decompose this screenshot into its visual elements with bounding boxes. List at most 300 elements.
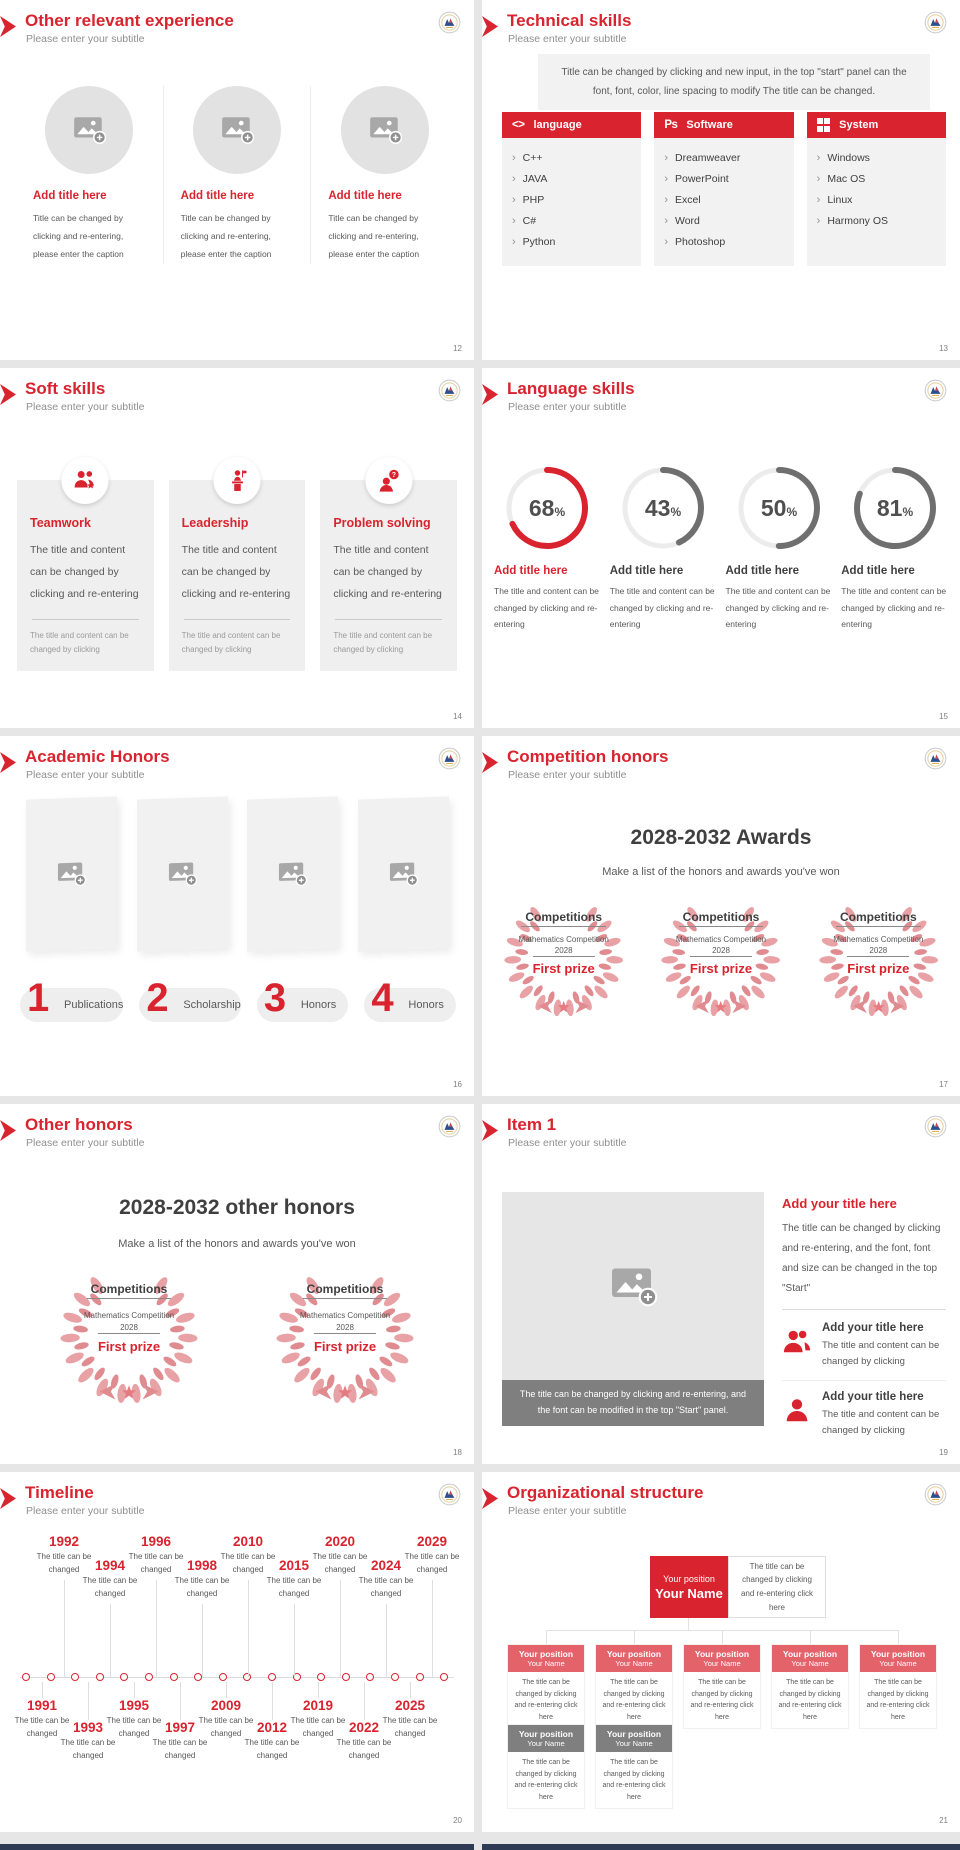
award-wreath	[260, 1276, 430, 1412]
slide-title: Language skills	[507, 379, 635, 398]
card-title: Teamwork	[30, 516, 91, 530]
card-title: Leadership	[181, 516, 249, 530]
org-name: Your Name	[527, 1659, 565, 1668]
timeline-stem	[248, 1580, 249, 1677]
timeline-stem	[432, 1580, 433, 1677]
timeline-stem	[410, 1682, 411, 1698]
slide-title: Organizational structure	[507, 1483, 704, 1502]
slide-17-competition-honors[interactable]	[482, 736, 960, 1096]
list-item	[817, 147, 936, 168]
donut-caption: The title and content can be changed by clicking and re-entering	[609, 586, 715, 630]
image-placeholder[interactable]	[26, 796, 117, 951]
timeline-year: 2015	[278, 1558, 310, 1573]
timeline-stem	[226, 1682, 227, 1698]
card-body: The title and content can be changed by clicking and re-entering	[30, 544, 139, 601]
page-number: 17	[939, 1080, 948, 1089]
org-child-text: The title can be changed by clicking and re-entering click here	[514, 1679, 578, 1721]
wreath-label: Competitions	[819, 910, 938, 924]
slide-subtitle: Please enter your subtitle	[26, 33, 145, 45]
honor-pill	[257, 976, 349, 1022]
divider	[32, 619, 139, 620]
university-logo-icon	[438, 1115, 461, 1138]
slide-15-language-skills[interactable]	[482, 368, 960, 728]
bullet-icon: ›	[512, 193, 516, 206]
title-arrow-icon	[482, 16, 498, 37]
list-item	[512, 168, 631, 189]
item-caption: Title can be changed by clicking and re-entering, please enter the caption	[33, 213, 124, 259]
timeline-stem	[318, 1682, 319, 1698]
note-box: Title can be changed by clicking and new input, in the top "start" panel can the font, font, color, line spacing to modify The title can be changed.	[538, 54, 930, 110]
image-placeholder[interactable]	[502, 1192, 764, 1380]
org-gray-header	[508, 1725, 584, 1752]
timeline-caption: The title can be changed	[60, 1738, 116, 1760]
list-item	[512, 147, 631, 168]
column-header-label: Software	[686, 119, 733, 131]
timeline-year: 2009	[210, 1698, 242, 1713]
wreath-year: 2028	[54, 1323, 204, 1332]
add-image-icon	[72, 114, 106, 146]
timeline-stem	[134, 1682, 135, 1698]
slide-title: Soft skills	[25, 379, 106, 398]
image-placeholder[interactable]	[341, 86, 429, 174]
wreath-event: Mathematics Competition	[833, 935, 924, 944]
org-child-box	[595, 1644, 673, 1729]
card-body: The title and content can be changed by clicking and re-entering	[181, 544, 291, 601]
timeline-stem	[386, 1604, 387, 1677]
timeline-caption: The title can be changed	[220, 1552, 276, 1574]
bullet-icon: ›	[816, 193, 821, 206]
list-item-label: JAVA	[522, 172, 548, 185]
system-column	[807, 112, 946, 266]
timeline-stem	[294, 1604, 295, 1677]
donut-caption: The title and content can be changed by clicking and re-entering	[725, 586, 831, 630]
org-gray-text: The title can be changed by clicking and re-entering click here	[602, 1759, 666, 1801]
panel-item-body: The title and content can be changed by clicking	[822, 1340, 940, 1368]
donut-title: Add title here	[609, 565, 684, 577]
item-title: Add title here	[180, 190, 255, 202]
list-item-label: Dreamweaver	[675, 151, 741, 164]
university-logo-icon	[438, 379, 461, 402]
code-icon: <>	[512, 119, 525, 131]
wreath-prize: First prize	[97, 1339, 161, 1354]
list-item	[664, 231, 783, 252]
item-title: Add title here	[33, 190, 107, 202]
org-position: Your position	[870, 1649, 926, 1659]
column-list	[807, 138, 946, 266]
award-wreaths	[8, 1276, 466, 1412]
timeline-year: 2012	[256, 1720, 288, 1735]
leadership-icon	[214, 457, 261, 504]
org-connector	[546, 1630, 547, 1644]
experience-item	[310, 86, 458, 264]
svg-text:43%: 43%	[644, 495, 682, 521]
org-connector	[634, 1630, 635, 1644]
divider	[782, 1309, 946, 1310]
timeline-year: 1994	[94, 1558, 126, 1573]
org-child-text: The title can be changed by clicking and re-entering click here	[602, 1679, 666, 1721]
photo-frames	[26, 798, 448, 950]
title-arrow-icon	[0, 1120, 16, 1141]
svg-text:68%: 68%	[529, 495, 566, 521]
timeline-year: 1996	[140, 1534, 172, 1549]
slide-subtitle: Please enter your subtitle	[508, 33, 627, 45]
list-item	[512, 189, 631, 210]
slide-subtitle: Please enter your subtitle	[26, 1505, 145, 1517]
wreath-event: Mathematics Competition	[299, 1311, 391, 1320]
page-number: 12	[453, 344, 462, 353]
org-gray-box	[595, 1724, 673, 1809]
title-arrow-icon	[482, 1120, 498, 1141]
timeline-event	[372, 1698, 448, 1741]
leadership-card	[169, 480, 306, 671]
svg-text:81%: 81%	[876, 495, 913, 521]
image-placeholder[interactable]	[193, 86, 281, 174]
org-name: Your Name	[655, 1585, 723, 1601]
card-footer: The title and content can be changed by clicking	[181, 631, 281, 655]
image-placeholder[interactable]	[45, 86, 133, 174]
list-item-label: Excel	[675, 193, 701, 206]
timeline-dot	[145, 1673, 153, 1681]
pill-label: Publications	[64, 999, 124, 1011]
donut-title: Add title here	[494, 565, 568, 577]
timeline-caption: The title can be changed	[312, 1552, 368, 1574]
timeline-dot	[416, 1673, 424, 1681]
list-item-label: PHP	[522, 193, 545, 206]
pill-number: 3	[263, 976, 287, 1020]
title-arrow-icon	[0, 384, 16, 405]
org-name: Your Name	[615, 1739, 653, 1748]
list-item-label: C#	[522, 214, 537, 227]
column-header-label: System	[839, 119, 879, 131]
wreath-prize: First prize	[313, 1339, 377, 1354]
honor-pill	[139, 976, 241, 1022]
list-item	[512, 210, 631, 231]
slide-21-organizational-structure[interactable]	[482, 1472, 960, 1832]
list-item-label: Photoshop	[675, 235, 726, 248]
bullet-icon: ›	[664, 193, 668, 206]
donut-chart	[851, 464, 939, 552]
pill-label: Honors	[300, 999, 337, 1011]
panel-body: The title can be changed by clicking and re-entering, and the font, font and size can be changed in the top "Start"	[782, 1223, 941, 1294]
wreath-prize: First prize	[689, 961, 753, 976]
slide-title: Timeline	[25, 1483, 94, 1502]
timeline-stem	[64, 1580, 65, 1677]
university-logo-icon	[924, 1483, 947, 1506]
donut-caption: The title and content can be changed by clicking and re-entering	[841, 586, 947, 630]
org-children-row	[507, 1644, 937, 1729]
timeline-caption: The title can be changed	[404, 1552, 460, 1574]
award-wreath	[647, 904, 794, 1026]
timeline-stem	[156, 1580, 157, 1677]
timeline-caption: The title can be changed	[14, 1716, 70, 1738]
timeline-stem	[272, 1682, 273, 1720]
card-body: The title and content can be changed by clicking and re-entering	[333, 544, 442, 601]
slide-14-soft-skills[interactable]	[0, 368, 474, 728]
title-arrow-icon	[482, 752, 498, 773]
org-position: Your position	[606, 1649, 662, 1659]
page-number: 13	[939, 344, 948, 353]
panel-item	[782, 1322, 946, 1381]
wreath-prize: First prize	[847, 961, 910, 976]
list-item	[664, 210, 783, 231]
org-root-box	[650, 1556, 728, 1618]
divider	[184, 619, 291, 620]
timeline-year: 2022	[348, 1720, 380, 1735]
org-root-note: The title can be changed by clicking and re-entering click here	[728, 1556, 826, 1618]
org-position: Your position	[518, 1729, 574, 1739]
bullet-icon: ›	[512, 235, 516, 248]
university-logo-icon	[924, 11, 947, 34]
column-list	[502, 138, 641, 266]
timeline-stem	[180, 1682, 181, 1720]
timeline-caption: The title can be changed	[266, 1576, 322, 1598]
org-gray-text: The title can be changed by clicking and re-entering click here	[514, 1759, 578, 1801]
list-item	[817, 189, 936, 210]
org-name: Your Name	[791, 1659, 829, 1668]
awards-subheading: Make a list of the honors and awards you've won	[602, 866, 840, 878]
donut-column	[494, 464, 601, 633]
timeline-dot	[22, 1673, 30, 1681]
donut-column	[726, 464, 833, 633]
page-number: 16	[453, 1080, 462, 1089]
divider	[335, 619, 442, 620]
timeline-caption: The title can be changed	[290, 1716, 346, 1738]
donut-chart	[619, 464, 707, 552]
timeline-dot	[47, 1673, 55, 1681]
timeline-dot	[170, 1673, 178, 1681]
timeline-dot	[342, 1673, 350, 1681]
slide-18-other-honors[interactable]	[0, 1104, 474, 1464]
slide-subtitle: Please enter your subtitle	[26, 1137, 145, 1149]
timeline-caption: The title can be changed	[382, 1716, 438, 1738]
awards-heading: 2028-2032 Awards	[630, 826, 812, 849]
person-icon	[782, 1396, 812, 1424]
timeline-caption: The title can be changed	[244, 1738, 300, 1760]
card-title: Problem solving	[333, 516, 431, 530]
donut-chart	[503, 464, 591, 552]
title-arrow-icon	[482, 1488, 498, 1509]
donut-title: Add title here	[725, 565, 799, 577]
bullet-icon: ›	[664, 151, 668, 164]
title-arrow-icon	[482, 384, 498, 405]
list-item	[664, 147, 783, 168]
timeline-caption: The title can be changed	[174, 1576, 230, 1598]
column-header	[502, 112, 641, 138]
slide-20-timeline[interactable]	[0, 1472, 474, 1832]
timeline-year: 2020	[324, 1534, 356, 1549]
awards-heading: 2028-2032 other honors	[119, 1196, 355, 1219]
bullet-icon: ›	[512, 172, 516, 185]
org-child-header	[684, 1645, 760, 1672]
image-placeholder[interactable]	[137, 796, 228, 951]
page-number: 18	[453, 1448, 462, 1457]
award-wreath	[44, 1276, 214, 1412]
list-item	[512, 231, 631, 252]
timeline-dot	[120, 1673, 128, 1681]
title-arrow-icon	[0, 16, 16, 37]
timeline-year: 2010	[232, 1534, 264, 1549]
timeline-event	[394, 1534, 470, 1577]
teamwork-icon	[62, 457, 109, 504]
slide-16-academic-honors[interactable]	[0, 736, 474, 1096]
university-logo-icon	[438, 11, 461, 34]
bullet-icon: ›	[512, 151, 516, 164]
add-image-icon	[167, 859, 197, 888]
timeline-year: 2029	[416, 1534, 448, 1549]
panel-item-body: The title and content can be changed by clicking	[822, 1409, 940, 1437]
wreath-label: Competitions	[661, 910, 780, 924]
timeline-stem	[110, 1604, 111, 1677]
skill-columns	[502, 112, 946, 266]
card-footer: The title and content can be changed by clicking	[30, 631, 129, 655]
slide-subtitle: Please enter your subtitle	[508, 1505, 627, 1517]
list-item-label: PowerPoint	[675, 172, 729, 185]
org-connector	[810, 1630, 811, 1644]
org-gray-header	[596, 1725, 672, 1752]
column-header-label: language	[533, 119, 582, 131]
item-caption: Title can be changed by clicking and re-entering, please enter the caption	[180, 213, 272, 259]
page-number: 15	[939, 712, 948, 721]
timeline-stem	[202, 1604, 203, 1677]
awards-subheading: Make a list of the honors and awards you've won	[118, 1238, 356, 1250]
org-child-header	[508, 1645, 584, 1672]
donut-title: Add title here	[841, 565, 915, 577]
wreath-year: 2028	[500, 946, 627, 955]
image-placeholder[interactable]	[247, 796, 338, 951]
timeline-caption: The title can be changed	[336, 1738, 392, 1760]
org-connector	[898, 1630, 899, 1644]
org-gray-box	[507, 1724, 585, 1809]
timeline-caption: The title can be changed	[198, 1716, 254, 1738]
pill-label: Scholarship	[183, 999, 241, 1011]
timeline-axis	[20, 1677, 454, 1678]
pill-label: Honors	[408, 999, 444, 1011]
list-item-label: C++	[522, 151, 543, 164]
page-number: 20	[453, 1816, 462, 1825]
timeline-caption: The title can be changed	[128, 1552, 184, 1574]
timeline-year: 1991	[26, 1698, 58, 1713]
org-position: Your position	[606, 1729, 662, 1739]
panel-item-title: Add your title here	[822, 1322, 924, 1334]
bullet-icon: ›	[664, 214, 668, 227]
org-connector	[722, 1630, 723, 1644]
slide-subtitle: Please enter your subtitle	[26, 401, 145, 413]
timeline-dot	[440, 1673, 448, 1681]
bullet-icon: ›	[816, 172, 821, 185]
slide-13-technical-skills[interactable]	[482, 0, 960, 360]
list-item	[817, 210, 936, 231]
windows-icon	[817, 118, 831, 132]
wreath-event: Mathematics Competition	[83, 1311, 175, 1320]
org-child-text: The title can be changed by clicking and re-entering click here	[690, 1679, 754, 1721]
column-header	[807, 112, 946, 138]
university-logo-icon	[924, 1115, 947, 1138]
slide-19-item-1[interactable]	[482, 1104, 960, 1464]
slide-12-other-relevant-experience[interactable]	[0, 0, 474, 360]
org-position: Your position	[663, 1573, 715, 1584]
university-logo-icon	[438, 747, 461, 770]
bullet-icon: ›	[664, 172, 668, 185]
experience-item	[163, 86, 311, 264]
slide-title: Other relevant experience	[25, 11, 234, 30]
timeline-year: 1998	[186, 1558, 218, 1573]
org-name: Your Name	[879, 1659, 917, 1668]
list-item-label: Windows	[827, 151, 870, 164]
timeline-year: 2019	[302, 1698, 334, 1713]
image-placeholder[interactable]	[358, 796, 449, 951]
slide-subtitle: Please enter your subtitle	[508, 1137, 627, 1149]
image-caption: The title can be changed by clicking and re-entering, and the font can be modified in the top "Start" panel.	[502, 1380, 764, 1426]
timeline-caption: The title can be changed	[106, 1716, 162, 1738]
org-position: Your position	[694, 1649, 750, 1659]
page-number: 14	[453, 712, 462, 721]
timeline-dot	[96, 1673, 104, 1681]
timeline-year: 1997	[164, 1720, 196, 1735]
list-item-label: Mac OS	[827, 172, 866, 185]
next-slide-peek	[482, 1844, 960, 1850]
timeline-caption: The title can be changed	[82, 1576, 138, 1598]
bullet-icon: ›	[816, 151, 821, 164]
org-gray-row	[507, 1724, 673, 1809]
timeline-caption: The title can be changed	[36, 1552, 92, 1574]
list-item-label: Harmony OS	[827, 214, 889, 227]
list-item	[817, 168, 936, 189]
university-logo-icon	[924, 747, 947, 770]
svg-text:?: ?	[391, 471, 397, 479]
experience-item	[16, 86, 163, 264]
soft-skill-cards	[17, 471, 457, 671]
slide-title: Item 1	[507, 1115, 557, 1134]
panel-item	[782, 1391, 946, 1449]
list-item-label: Linux	[827, 193, 853, 206]
donut-caption: The title and content can be changed by clicking and re-entering	[494, 586, 599, 630]
timeline-dot	[366, 1673, 374, 1681]
wreath-event: Mathematics Competition	[518, 935, 609, 944]
card-footer: The title and content can be changed by clicking	[333, 631, 433, 655]
column-header	[654, 112, 793, 138]
software-column	[654, 112, 793, 266]
org-name: Your Name	[615, 1659, 653, 1668]
slide-subtitle: Please enter your subtitle	[508, 769, 627, 781]
problem-solving-card	[320, 471, 457, 671]
people-icon	[782, 1327, 812, 1355]
svg-text:50%: 50%	[760, 495, 798, 521]
donut-charts	[494, 464, 948, 633]
award-wreaths	[490, 904, 952, 1026]
list-item	[664, 189, 783, 210]
timeline-stem	[364, 1682, 365, 1720]
wreath-event: Mathematics Competition	[675, 935, 767, 944]
honor-pill	[20, 976, 124, 1022]
timeline-year: 1992	[48, 1534, 80, 1549]
wreath-label: Competitions	[504, 910, 623, 924]
org-child-text: The title can be changed by clicking and re-entering click here	[866, 1679, 930, 1721]
bullet-icon: ›	[512, 214, 516, 227]
list-item	[664, 168, 783, 189]
pill-number: 2	[146, 976, 169, 1020]
org-position: Your position	[518, 1649, 574, 1659]
add-image-icon	[609, 1264, 657, 1309]
slide-subtitle: Please enter your subtitle	[508, 401, 627, 413]
language-column	[502, 112, 641, 266]
title-arrow-icon	[0, 752, 16, 773]
org-connector	[688, 1618, 689, 1630]
slide-title: Other honors	[25, 1115, 133, 1134]
timeline-year: 1993	[72, 1720, 104, 1735]
wreath-label: Competitions	[58, 1282, 200, 1296]
detail-panel	[782, 1196, 946, 1460]
slide-subtitle: Please enter your subtitle	[26, 769, 145, 781]
